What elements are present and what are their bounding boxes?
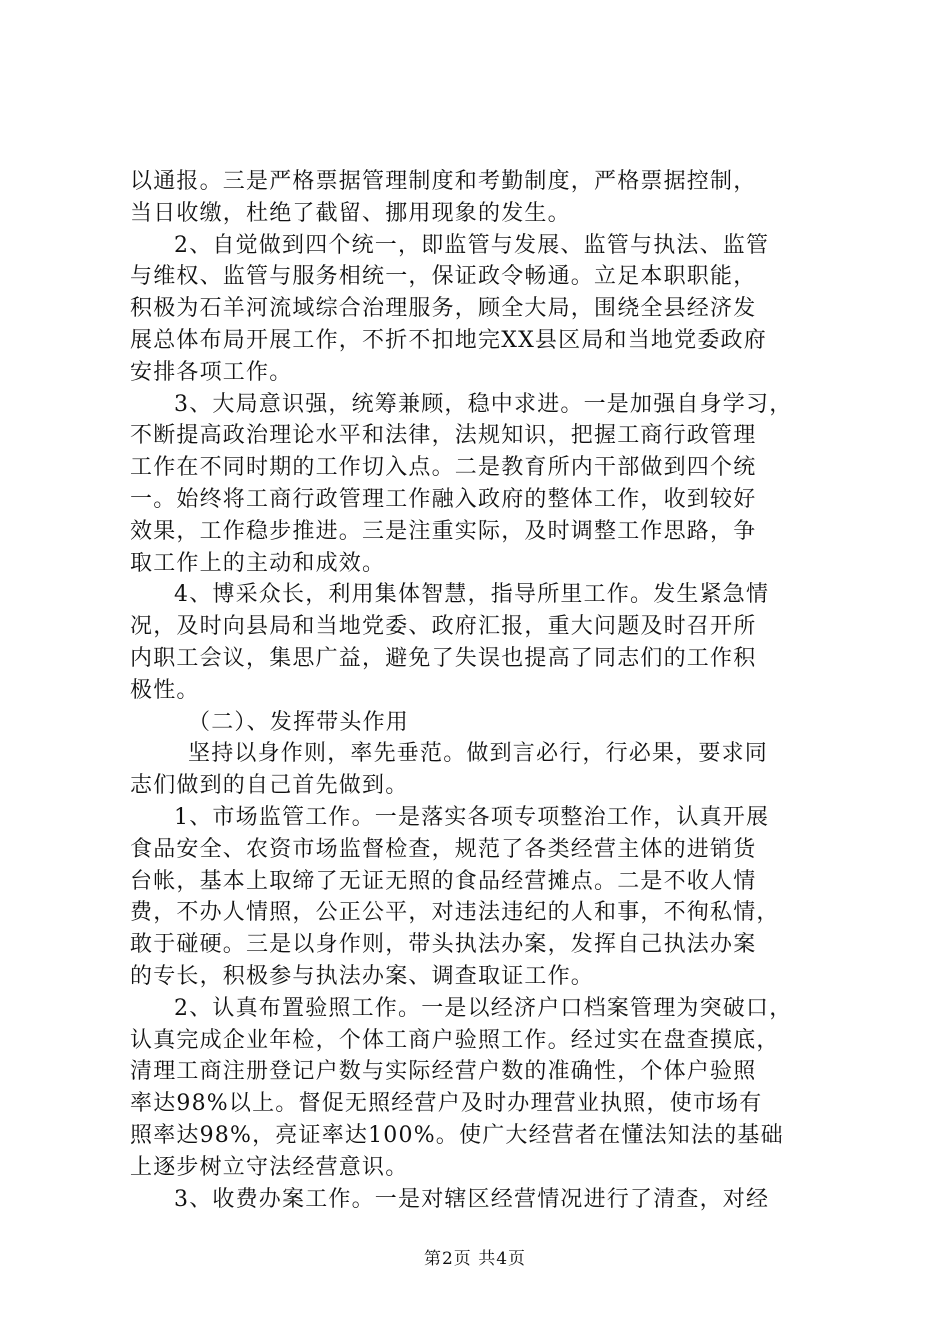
text-line: 不断提高政治理论水平和法律，法规知识，把握工商行政管理: [130, 423, 757, 449]
paragraph-start-line: 1、市场监管工作。一是落实各项专项整治工作，认真开展: [174, 804, 770, 830]
text-line: 志们做到的自己首先做到。: [130, 773, 409, 799]
text-line: 照率达98%，亮证率达100%。使广大经营者在懂法知法的基础: [130, 1122, 784, 1148]
text-line: 内职工会议，集思广益，避免了失误也提高了同志们的工作积: [130, 645, 757, 671]
paragraph-start-line: 3、收费办案工作。一是对辖区经营情况进行了清查，对经: [174, 1186, 770, 1212]
text-line: 工作在不同时期的工作切入点。二是教育所内干部做到四个统: [130, 455, 757, 481]
text-line: 率达98%以上。督促无照经营户及时办理营业执照，使市场有: [130, 1091, 763, 1117]
paragraph-start-line: 2、认真布置验照工作。一是以经济户口档案管理为突破口，: [174, 995, 793, 1021]
text-line: 极性。: [130, 677, 200, 703]
text-line: 的专长，积极参与执法办案、调查取证工作。: [130, 963, 595, 989]
text-line: 台帐，基本上取缔了无证无照的食品经营摊点。二是不收人情: [130, 868, 757, 894]
text-line: 况，及时向县局和当地党委、政府汇报，重大问题及时召开所: [130, 614, 757, 640]
text-line: 安排各项工作。: [130, 359, 293, 385]
page-number-footer: 第2页 共4页: [423, 1249, 527, 1269]
text-line: 上逐步树立守法经营意识。: [130, 1154, 409, 1180]
text-line: 清理工商注册登记户数与实际经营户数的准确性，个体户验照: [130, 1059, 757, 1085]
paragraph-start-line: 坚持以身作则，率先垂范。做到言必行，行必果，要求同: [188, 741, 769, 767]
text-line: 费，不办人情照，公正公平，对违法违纪的人和事，不徇私情，: [130, 900, 780, 926]
document-body: [130, 166, 830, 1215]
text-line: 一。始终将工商行政管理工作融入政府的整体工作，收到较好: [130, 486, 757, 512]
text-line: 效果，工作稳步推进。三是注重实际，及时调整工作思路，争: [130, 518, 757, 544]
text-line: 取工作上的主动和成效。: [130, 550, 386, 576]
text-line: 以通报。三是严格票据管理制度和考勤制度，严格票据控制，: [130, 169, 757, 194]
paragraph-start-line: 2、自觉做到四个统一，即监管与发展、监管与执法、监管: [174, 232, 770, 258]
text-line: 展总体布局开展工作，不折不扣地完XX县区局和当地党委政府: [130, 327, 767, 353]
text-line: 食品安全、农资市场监督检查，规范了各类经营主体的进销货: [130, 836, 757, 862]
text-line: 当日收缴，杜绝了截留、挪用现象的发生。: [130, 200, 571, 226]
text-line: 积极为石羊河流域综合治理服务，顾全大局，围绕全县经济发: [130, 296, 757, 322]
text-line: 与维权、监管与服务相统一，保证政令畅通。立足本职职能，: [130, 264, 757, 290]
text-line: 认真完成企业年检，个体工商户验照工作。经过实在盘查摸底，: [130, 1027, 780, 1053]
paragraph-start-line: 3、大局意识强，统筹兼顾，稳中求进。一是加强自身学习，: [174, 391, 793, 417]
paragraph-start-line: 4、博采众长，利用集体智慧，指导所里工作。发生紧急情: [174, 582, 770, 608]
section-heading: （二）、发挥带头作用: [188, 709, 410, 735]
text-line: 敢于碰硬。三是以身作则，带头执法办案，发挥自己执法办案: [130, 932, 757, 958]
